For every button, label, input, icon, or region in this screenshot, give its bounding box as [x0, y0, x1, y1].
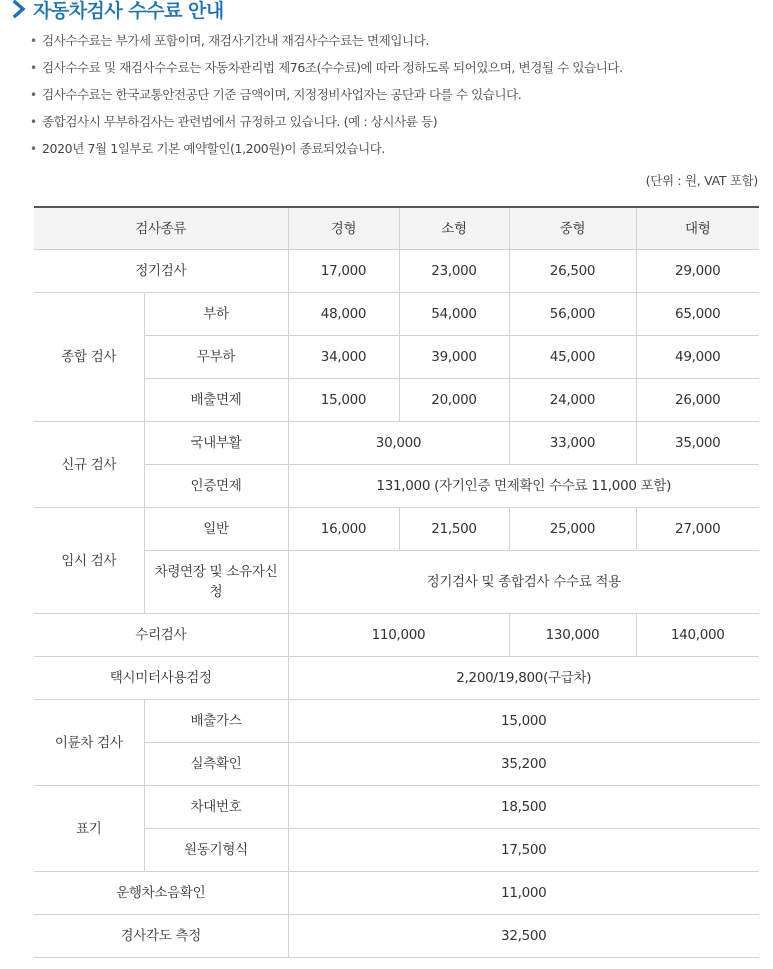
- subcategory-cell: 일반: [144, 508, 288, 551]
- value-cell: 23,000: [399, 250, 509, 293]
- value-cell: 34,000: [288, 336, 399, 379]
- value-cell: 39,000: [399, 336, 509, 379]
- bullet-icon: •: [30, 61, 37, 75]
- unit-note: (단위 : 원, VAT 포함): [645, 173, 758, 188]
- subcategory-cell: 인증면제: [144, 465, 288, 508]
- category-cell: 이륜차 검사: [34, 700, 144, 786]
- table-row: [34, 786, 759, 829]
- value-cell: 26,500: [509, 250, 636, 293]
- value-cell: 110,000: [288, 614, 509, 657]
- bullet-icon: •: [30, 34, 37, 48]
- category-cell: 표기: [34, 786, 144, 872]
- subcategory-cell: 국내부활: [144, 422, 288, 465]
- category-cell: 정기검사: [34, 250, 288, 293]
- value-cell: 17,000: [288, 250, 399, 293]
- category-cell: 경사각도 측정: [34, 915, 288, 958]
- table-row: [34, 293, 759, 336]
- value-cell: 140,000: [636, 614, 759, 657]
- value-cell: 33,000: [509, 422, 636, 465]
- value-cell: 27,000: [636, 508, 759, 551]
- subcategory-cell: 부하: [144, 293, 288, 336]
- table-row: [34, 915, 759, 958]
- value-cell: 54,000: [399, 293, 509, 336]
- chevron-right-icon: [12, 0, 27, 19]
- header-cell: 소형: [399, 207, 509, 250]
- value-cell: 48,000: [288, 293, 399, 336]
- value-cell: 2,200/19,800(구급차): [288, 657, 759, 700]
- subcategory-cell: 배출면제: [144, 379, 288, 422]
- value-cell: 45,000: [509, 336, 636, 379]
- category-cell: 종합 검사: [34, 293, 144, 422]
- value-cell: 15,000: [288, 379, 399, 422]
- table-row: [34, 250, 759, 293]
- note-item: • 검사수수료 및 재검사수수료는 자동차관리법 제76조(수수료)에 따라 정하도록 되어있으며, 변경될 수 있습니다.: [30, 58, 623, 85]
- subcategory-cell: 차대번호: [144, 786, 288, 829]
- table-row: [34, 700, 759, 743]
- value-cell: 25,000: [509, 508, 636, 551]
- value-cell: 21,500: [399, 508, 509, 551]
- category-cell: 임시 검사: [34, 508, 144, 614]
- subcategory-cell: 배출가스: [144, 700, 288, 743]
- header-cell: 중형: [509, 207, 636, 250]
- category-cell: 운행차소음확인: [34, 872, 288, 915]
- table-row: [34, 657, 759, 700]
- fee-table: [34, 206, 759, 958]
- value-cell: 20,000: [399, 379, 509, 422]
- header-cell: 검사종류: [34, 207, 288, 250]
- table-row: [34, 872, 759, 915]
- notes-list: [30, 31, 623, 166]
- value-cell: 49,000: [636, 336, 759, 379]
- category-cell: 신규 검사: [34, 422, 144, 508]
- bullet-icon: •: [30, 142, 37, 156]
- value-cell: 정기검사 및 종합검사 수수료 적용: [288, 551, 759, 614]
- note-item: • 종합검사시 무부하검사는 관련법에서 규정하고 있습니다. (예 : 상시사륜 등): [30, 112, 623, 139]
- table-row: [34, 422, 759, 465]
- value-cell: 30,000: [288, 422, 509, 465]
- subcategory-cell: 원동기형식: [144, 829, 288, 872]
- note-item: • 2020년 7월 1일부로 기본 예약할인(1,200원)이 종료되었습니다.: [30, 139, 623, 166]
- value-cell: 26,000: [636, 379, 759, 422]
- category-cell: 수리검사: [34, 614, 288, 657]
- table-row: [34, 508, 759, 551]
- note-item: • 검사수수료는 부가세 포함이며, 재검사기간내 재검사수수료는 면제입니다.: [30, 31, 623, 58]
- value-cell: 29,000: [636, 250, 759, 293]
- subcategory-cell: 차령연장 및 소유자신청: [144, 551, 288, 614]
- value-cell: 56,000: [509, 293, 636, 336]
- page-title-text: 자동차검사 수수료 안내: [33, 0, 224, 22]
- category-cell: 택시미터사용검정: [34, 657, 288, 700]
- table-header-row: [34, 207, 759, 250]
- value-cell: 15,000: [288, 700, 759, 743]
- table-row: [34, 614, 759, 657]
- value-cell: 32,500: [288, 915, 759, 958]
- value-cell: 65,000: [636, 293, 759, 336]
- subcategory-cell: 실측확인: [144, 743, 288, 786]
- value-cell: 17,500: [288, 829, 759, 872]
- value-cell: 18,500: [288, 786, 759, 829]
- value-cell: 11,000: [288, 872, 759, 915]
- note-item: • 검사수수료는 한국교통안전공단 기준 금액이며, 지정정비사업자는 공단과 다를 수 있습니다.: [30, 85, 623, 112]
- value-cell: 24,000: [509, 379, 636, 422]
- value-cell: 16,000: [288, 508, 399, 551]
- bullet-icon: •: [30, 115, 37, 129]
- bullet-icon: •: [30, 88, 37, 102]
- value-cell: 131,000 (자기인증 면제확인 수수료 11,000 포함): [288, 465, 759, 508]
- subcategory-cell: 무부하: [144, 336, 288, 379]
- header-cell: 경형: [288, 207, 399, 250]
- value-cell: 35,200: [288, 743, 759, 786]
- header-cell: 대형: [636, 207, 759, 250]
- value-cell: 35,000: [636, 422, 759, 465]
- page-title: [12, 0, 224, 22]
- value-cell: 130,000: [509, 614, 636, 657]
